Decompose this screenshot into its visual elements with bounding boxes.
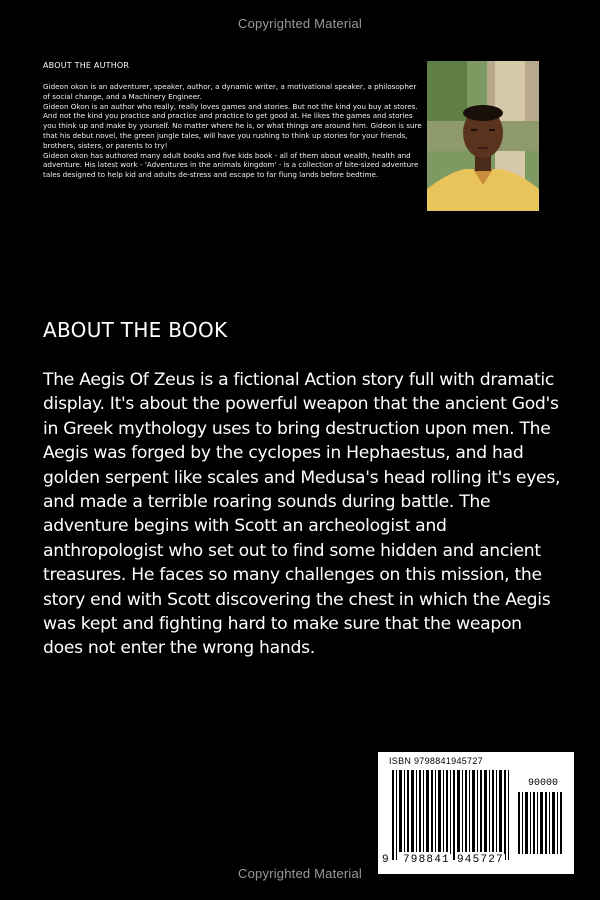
copyright-watermark-bottom: Copyrighted Material: [238, 866, 362, 881]
about-author-heading: ABOUT THE AUTHOR: [43, 61, 130, 70]
about-author-text: [43, 82, 423, 180]
barcode-digit-lead: 9: [382, 854, 390, 866]
author-photo: [427, 61, 539, 211]
isbn-label: ISBN 9798841945727: [389, 756, 483, 766]
author-paragraph-1: Gideon okon is an adventurer, speaker, author, a dynamic writer, a motivational speaker, a philosopher of social change, and a Machinery Engineer.: [43, 82, 417, 101]
copyright-watermark-top: Copyrighted Material: [238, 16, 362, 31]
barcode-digits-right: 945727: [457, 854, 504, 866]
about-book-heading: ABOUT THE BOOK: [43, 318, 228, 342]
author-paragraph-2: Gideon Okon is an author who really, really loves games and stories. But not the kind you buy at stores. And not the kind you practice and practice and practice to get good at. He likes the games and stories you think up and make by yourself. No matter where he is, or what things are around him. Gideon is sure that his debut novel, the green jungle tales, will have you rushing to think up stories for your friends, brothers, sisters, or parents to try!: [43, 101, 422, 150]
price-code: 90000: [528, 778, 559, 789]
author-portrait-icon: [427, 61, 539, 211]
author-paragraph-3: Gideon okon has authored many adult books and five kids book - all of them about wealth, health and adventure. His latest work - 'Adventures in the animals kingdom' - is a collection of bite-sized adventure tales designed to help kid and adults de-stress and escape to far flung lands before bedtime.: [43, 150, 419, 180]
about-book-text: The Aegis Of Zeus is a fictional Action story full with dramatic display. It's about the powerful weapon that the ancient God's in Greek mythology uses to bring destruction upon men. The Aegis was forged by the cyclopes in Hephaestus, and had golden serpent like scales and Medusa's head rolling it's eyes, and made a terrible roaring sounds during battle. The adventure begins with Scott an archeologist and anthropologist who set out to find some hidden and ancient treasures. He faces so many challenges on this mission, the story end with Scott discovering the chest in which the Aegis was kept and fighting hard to make sure that the weapon does not enter the wrong hands.: [43, 370, 561, 659]
barcode-digits-left: 798841: [403, 854, 450, 866]
isbn-barcode: [378, 752, 574, 874]
